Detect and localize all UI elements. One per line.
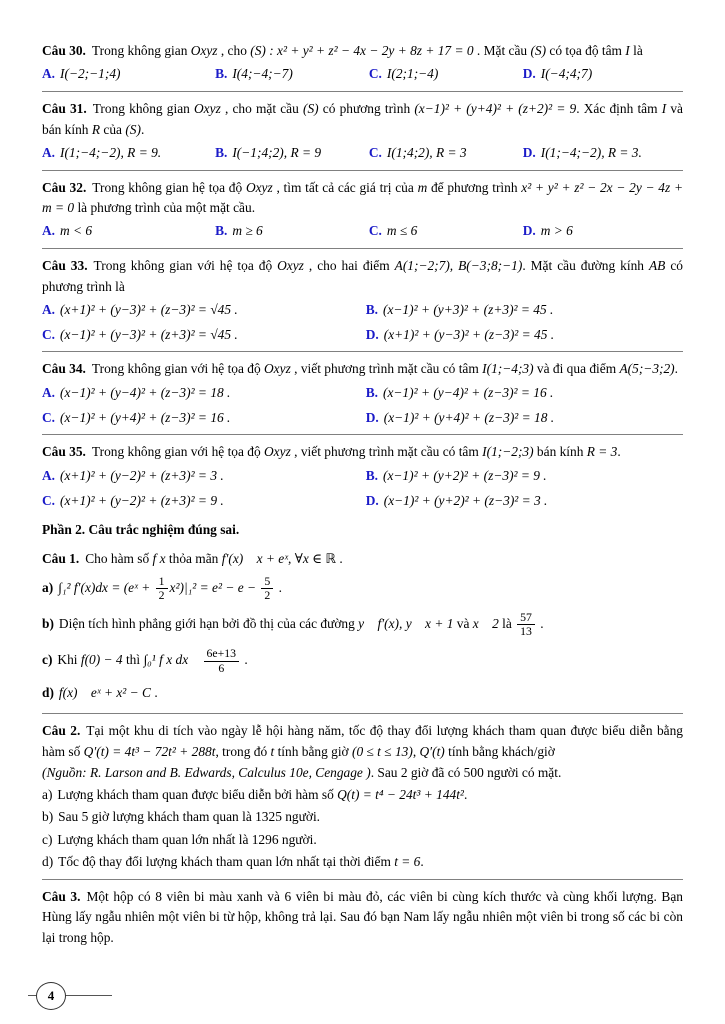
statement-text	[57, 646, 248, 675]
answer-option	[366, 300, 683, 321]
text: tính bằng khách/giờ	[444, 743, 555, 759]
option-text	[387, 66, 438, 81]
option-text	[60, 493, 224, 508]
text: và đi qua điểm	[533, 361, 620, 377]
question-block	[42, 434, 683, 517]
text: , viết phương trình mặt cầu có tâm	[290, 361, 483, 377]
math-text: m ≤ 6	[386, 223, 418, 239]
text: .	[617, 444, 621, 460]
math-text: ∫₀¹ f x dx	[143, 652, 202, 668]
statement-text	[58, 609, 544, 639]
math-text: (x−1)² + (y+4)² + (z−3)² = 18 .	[383, 409, 555, 425]
option-letter: C.	[42, 326, 56, 342]
answer-option	[366, 383, 683, 404]
text: có phương trình là	[42, 258, 683, 294]
option-text	[541, 66, 592, 81]
text: và bán kính	[42, 101, 683, 137]
text: .	[536, 616, 544, 632]
text: Lượng khách tham quan được biểu diễn bởi hàm số	[57, 787, 338, 803]
option-text	[384, 410, 554, 425]
statement-text	[58, 854, 424, 869]
statement-letter: a)	[42, 579, 54, 595]
answer-option	[366, 466, 683, 487]
answer-option	[42, 221, 215, 242]
math-text: m < 6	[60, 223, 93, 239]
statement-letter: c)	[42, 652, 53, 668]
text: Cho hàm số	[85, 551, 153, 567]
math-text: Oxyz	[264, 361, 291, 377]
question-block	[42, 713, 683, 879]
text: ,	[412, 743, 420, 759]
option-text	[60, 302, 238, 317]
text: . Xác định tâm	[576, 101, 662, 117]
math-text: f′(x) x + eˣ	[221, 551, 289, 567]
option-text	[60, 223, 92, 238]
question-stem-wrap	[42, 549, 683, 569]
text: Trong không gian hệ tọa độ	[92, 179, 246, 195]
math-text: Oxyz	[277, 258, 304, 274]
math-text: Q′(t) = 4t³ − 72t² + 288t	[83, 743, 216, 759]
option-letter: B.	[215, 144, 228, 160]
text: có phương trình	[318, 101, 415, 117]
question-stem	[42, 549, 683, 569]
text: . Mặt cầu đường kính	[522, 258, 649, 274]
answer-option	[42, 491, 366, 512]
math-text: (S) : x² + y² + z² − 4x − 2y + 8z + 17 = 0	[250, 43, 474, 58]
answer-option	[42, 325, 366, 346]
question-block	[42, 879, 683, 955]
answer-option	[215, 221, 369, 242]
part2-heading: Phần 2. Câu trắc nghiệm đúng sai.	[42, 522, 240, 538]
math-text: (S)	[530, 43, 547, 58]
math-text: m	[417, 179, 428, 195]
option-letter: B.	[215, 223, 228, 239]
question-stem	[42, 359, 683, 379]
text: Tại một khu di tích vào ngày lễ hội hàng năm, tốc độ thay đổi lượng khách tham quan được biểu diễn bằng hàm số	[42, 723, 683, 759]
question-block	[42, 351, 683, 434]
text: Diện tích hình phẳng giới hạn bởi đồ thị của các đường	[58, 616, 359, 632]
statement-letter: a)	[42, 787, 53, 803]
math-text: (x−1)² + (y−4)² + (z−3)² = 16 .	[382, 384, 554, 400]
statement-letter: d)	[42, 685, 54, 701]
text: có tọa độ tâm	[546, 43, 626, 58]
tf-questions-list	[42, 542, 683, 955]
text: , tìm tất cả các giá trị của	[272, 179, 418, 195]
question-stem	[42, 763, 683, 783]
statement-text	[57, 787, 467, 802]
math-text: (S)	[125, 121, 141, 137]
options-row	[42, 221, 683, 242]
option-letter: D.	[365, 326, 379, 342]
question-stem	[42, 41, 683, 61]
answer-option	[366, 491, 683, 512]
text: ,	[288, 551, 295, 567]
question-label: Câu 32.	[42, 179, 87, 195]
math-text: I(−2;−1;4)	[60, 66, 121, 82]
statement-item	[42, 784, 683, 806]
page-number-badge	[36, 982, 66, 1010]
math-text: (S)	[302, 101, 319, 117]
question-stem-text	[92, 43, 643, 58]
answer-option	[523, 64, 683, 85]
math-text: x² + y² + z² − 2x − 2y − 4z + m = 0	[42, 179, 683, 216]
text: là	[629, 43, 643, 58]
text: , cho mặt cầu	[220, 101, 303, 117]
math-text: I(1;−4;−2), R = 3.	[540, 144, 642, 160]
question-label: Câu 3.	[42, 888, 81, 904]
text: .	[463, 787, 468, 803]
question-stem	[42, 442, 683, 462]
answer-option	[369, 221, 523, 242]
option-letter: B.	[365, 467, 378, 483]
text: tính bằng giờ	[274, 743, 352, 759]
option-letter: C.	[368, 144, 382, 160]
question-block	[42, 91, 683, 170]
text: để phương trình	[427, 179, 522, 195]
text: , cho	[217, 43, 251, 58]
option-letter: A.	[42, 301, 56, 317]
text: Sau 5 giờ lượng khách tham quan là 1325 người.	[58, 809, 321, 825]
statement-item	[42, 643, 683, 679]
statement-item	[42, 679, 683, 707]
option-letter: C.	[368, 223, 382, 239]
option-letter: C.	[42, 492, 56, 508]
math-text: m > 6	[540, 223, 573, 239]
option-letter: A.	[42, 384, 56, 400]
statement-items	[42, 571, 683, 707]
option-letter: B.	[365, 384, 378, 400]
option-letter: D.	[522, 223, 536, 239]
math-text: (x−1)² + (y+4)² + (z−3)² = 16 .	[60, 409, 231, 425]
text: .	[275, 579, 282, 595]
question-label: Câu 31.	[42, 101, 87, 117]
option-text	[60, 410, 230, 425]
math-text: A(5;−3;2)	[619, 361, 675, 377]
option-text	[60, 145, 161, 160]
text: . Mặt cầu	[473, 43, 531, 58]
text: thỏa mãn	[165, 551, 222, 567]
fraction: $\frac{57}{13}$	[517, 611, 535, 639]
math-text: Oxyz	[264, 444, 291, 460]
math-text: I(2;1;−4)	[386, 66, 439, 82]
answer-option	[42, 64, 215, 85]
statement-text	[57, 832, 316, 847]
statement-item	[42, 829, 683, 851]
statement-item	[42, 607, 683, 643]
option-text	[232, 223, 262, 238]
question-stem-wrap	[42, 721, 683, 783]
option-text	[383, 385, 553, 400]
statement-text	[59, 685, 158, 700]
math-text: (x+1)² + (y−3)² + (z−3)² = √45 .	[60, 301, 238, 317]
option-text	[384, 493, 548, 508]
question-stem	[42, 178, 683, 219]
page-number: 4	[47, 988, 55, 1003]
text: của	[100, 121, 126, 137]
question-stem	[42, 99, 683, 140]
text: Tốc độ thay đổi lượng khách tham quan lớn nhất tại thời điểm	[58, 853, 395, 869]
math-text: (x+1)² + (y−3)² + (z−3)² = 45 .	[383, 326, 555, 342]
statement-item	[42, 571, 683, 607]
options-row	[42, 64, 683, 85]
question-stem	[42, 721, 683, 762]
option-text	[541, 145, 642, 160]
question-label: Câu 1.	[42, 551, 80, 567]
option-text	[384, 327, 554, 342]
statement-text	[58, 809, 320, 824]
fraction: $\frac{6e+13}{6}$	[204, 647, 240, 675]
text: Lượng khách tham quan lớn nhất là 1296 người.	[57, 831, 317, 847]
statement-letter: d)	[42, 853, 54, 869]
option-text	[387, 145, 467, 160]
answer-option	[42, 466, 366, 487]
math-text: f(x) eˣ + x² − C	[58, 685, 151, 701]
answer-option	[42, 143, 215, 164]
question-label: Câu 35.	[42, 444, 86, 460]
option-letter: C.	[42, 409, 56, 425]
option-letter: D.	[365, 492, 379, 508]
math-text: (0 ≤ t ≤ 13)	[351, 743, 413, 759]
option-text	[60, 385, 230, 400]
math-text: I(1;4;2), R = 3	[386, 144, 467, 160]
text: Trong không gian	[92, 101, 195, 117]
text: .	[150, 685, 158, 701]
math-text: m ≥ 6	[232, 223, 263, 239]
math-text: R	[91, 121, 101, 137]
math-text: (x+1)² + (y−2)² + (z+3)² = 3 .	[60, 467, 224, 483]
answer-option	[523, 221, 683, 242]
question-label: Câu 2.	[42, 723, 81, 739]
text: Một hộp có 8 viên bi màu xanh và 6 viên bi màu đỏ, các viên bi cùng kích thước và cùng khối lượng. Bạn Hùng lấy ngẫu nhiên một viên bi từ hộp, không trả lại. Sau đó bạn Nam lấy ngẫu nhiên một viên bi trong số các bi còn lại trong hộp.	[42, 888, 683, 945]
text: .	[140, 121, 145, 137]
option-letter: D.	[522, 66, 536, 82]
math-text: (x−1)² + (y+2)² + (z−3)² = 3 .	[383, 492, 548, 508]
options-row	[42, 300, 683, 346]
text: , viết phương trình mặt cầu có tâm	[290, 444, 483, 460]
question-stem-text	[42, 180, 683, 215]
question-block	[42, 542, 683, 713]
option-letter: D.	[522, 144, 536, 160]
text: .	[674, 361, 678, 377]
text: Trong không gian với hệ tọa độ	[93, 258, 278, 274]
fraction: $\frac{5}{2}$	[261, 575, 273, 603]
option-letter: A.	[42, 223, 56, 239]
answer-option	[42, 408, 366, 429]
text: là	[498, 616, 516, 632]
options-row	[42, 466, 683, 512]
text: Khi	[57, 652, 81, 668]
math-text: Oxyz	[190, 43, 218, 58]
question-stem	[42, 256, 683, 297]
math-text: Q(t) = t⁴ − 24t³ + 144t²	[337, 787, 464, 803]
question-stem-text	[42, 101, 683, 136]
statement-items	[42, 784, 683, 872]
option-text	[60, 468, 224, 483]
math-text: x²)|₁² = e² − e −	[169, 579, 260, 595]
math-text: R = 3	[586, 444, 618, 460]
text: Trong không gian	[91, 43, 191, 58]
math-text: Oxyz	[194, 101, 221, 117]
math-text: I(−4;4;7)	[540, 66, 593, 82]
answer-option	[215, 64, 369, 85]
question-stem-wrap	[42, 887, 683, 948]
question-block	[42, 34, 683, 91]
option-letter: B.	[215, 66, 228, 82]
options-row	[42, 383, 683, 429]
question-stem-text	[92, 361, 678, 376]
math-text: (x−1)² + (y−4)² + (z−3)² = 18 .	[60, 384, 231, 400]
text: Trong không gian với hệ tọa độ	[91, 361, 265, 377]
text: , cho hai điểm	[303, 258, 395, 274]
mc-questions-list	[42, 34, 683, 517]
statement-item	[42, 806, 683, 828]
answer-option	[42, 300, 366, 321]
math-text: ∀x ∈ ℝ	[294, 551, 336, 567]
statement-letter: b)	[42, 809, 54, 825]
answer-option	[215, 143, 369, 164]
question-stem	[42, 887, 683, 948]
math-text: (x−1)² + (y+2)² + (z−3)² = 9 .	[382, 467, 547, 483]
question-stem-text	[92, 444, 621, 459]
statement-letter: b)	[42, 616, 54, 632]
question-stem-text	[42, 258, 683, 293]
answer-option	[366, 408, 683, 429]
math-text: Q′(t)	[419, 743, 445, 759]
question-label: Câu 33.	[42, 258, 88, 274]
answer-option	[369, 143, 523, 164]
math-text: x 2	[472, 616, 499, 632]
option-letter: A.	[42, 467, 56, 483]
math-text: I(1;−4;3)	[482, 361, 534, 377]
question-block	[42, 170, 683, 249]
option-text	[60, 66, 120, 81]
option-letter: A.	[42, 144, 56, 160]
math-text: Oxyz	[245, 179, 273, 195]
option-letter: C.	[368, 66, 382, 82]
text: bán kính	[533, 444, 587, 460]
math-text: I(−1;4;2), R = 9	[232, 144, 322, 160]
text: .	[241, 652, 248, 668]
text: . Sau 2 giờ đã có 500 người có mặt.	[370, 764, 562, 780]
math-text: A(1;−2;7), B(−3;8;−1)	[394, 258, 523, 274]
option-text	[383, 468, 547, 483]
options-row	[42, 143, 683, 164]
text: , trong đó	[215, 743, 271, 759]
text: là phương trình của một mặt cầu.	[74, 200, 256, 216]
question-block	[42, 248, 683, 351]
option-text	[541, 223, 573, 238]
fraction: $\frac{1}{2}$	[156, 575, 168, 603]
option-text	[60, 327, 238, 342]
text: .	[420, 853, 424, 869]
math-text: t	[270, 743, 275, 759]
text: thì	[122, 652, 144, 668]
option-text	[232, 66, 292, 81]
answer-option	[366, 325, 683, 346]
option-text	[383, 302, 553, 317]
statement-item	[42, 851, 683, 873]
math-text: I	[625, 43, 630, 58]
math-text: (x−1)² + (y−3)² + (z+3)² = √45 .	[60, 326, 238, 342]
math-text: t = 6	[394, 853, 421, 869]
answer-option	[523, 143, 683, 164]
math-text: f(0) − 4	[80, 652, 123, 668]
option-letter: D.	[365, 409, 379, 425]
math-text: y f′(x), y x + 1	[358, 616, 454, 632]
math-text: ∫₁² f′(x)dx = (eˣ +	[58, 579, 154, 595]
math-text: I(4;−4;−7)	[232, 66, 293, 82]
italic-text: (Nguồn: R. Larson and B. Edwards, Calculus 10e, Cengage )	[42, 764, 371, 780]
math-text: AB	[648, 258, 666, 274]
math-text: (x−1)² + (y+4)² + (z+2)² = 9	[414, 101, 577, 117]
option-letter: A.	[42, 66, 56, 82]
question-label: Câu 30.	[42, 43, 86, 58]
math-text: I(1;−2;3)	[482, 444, 534, 460]
math-text: (x+1)² + (y−2)² + (z+3)² = 9 .	[60, 492, 224, 508]
answer-option	[369, 64, 523, 85]
option-letter: B.	[365, 301, 378, 317]
math-text: I(1;−4;−2), R = 9.	[60, 144, 162, 160]
text: .	[335, 551, 343, 567]
text: Trong không gian với hệ tọa độ	[91, 444, 265, 460]
math-text: f x	[152, 551, 166, 567]
math-text: I	[661, 101, 667, 117]
text: và	[453, 616, 473, 632]
math-text: (x−1)² + (y+3)² + (z+3)² = 45 .	[382, 301, 554, 317]
option-text	[387, 223, 417, 238]
answer-option	[42, 383, 366, 404]
option-text	[232, 145, 321, 160]
statement-text	[58, 573, 282, 603]
statement-letter: c)	[42, 831, 53, 847]
question-label: Câu 34.	[42, 361, 86, 377]
